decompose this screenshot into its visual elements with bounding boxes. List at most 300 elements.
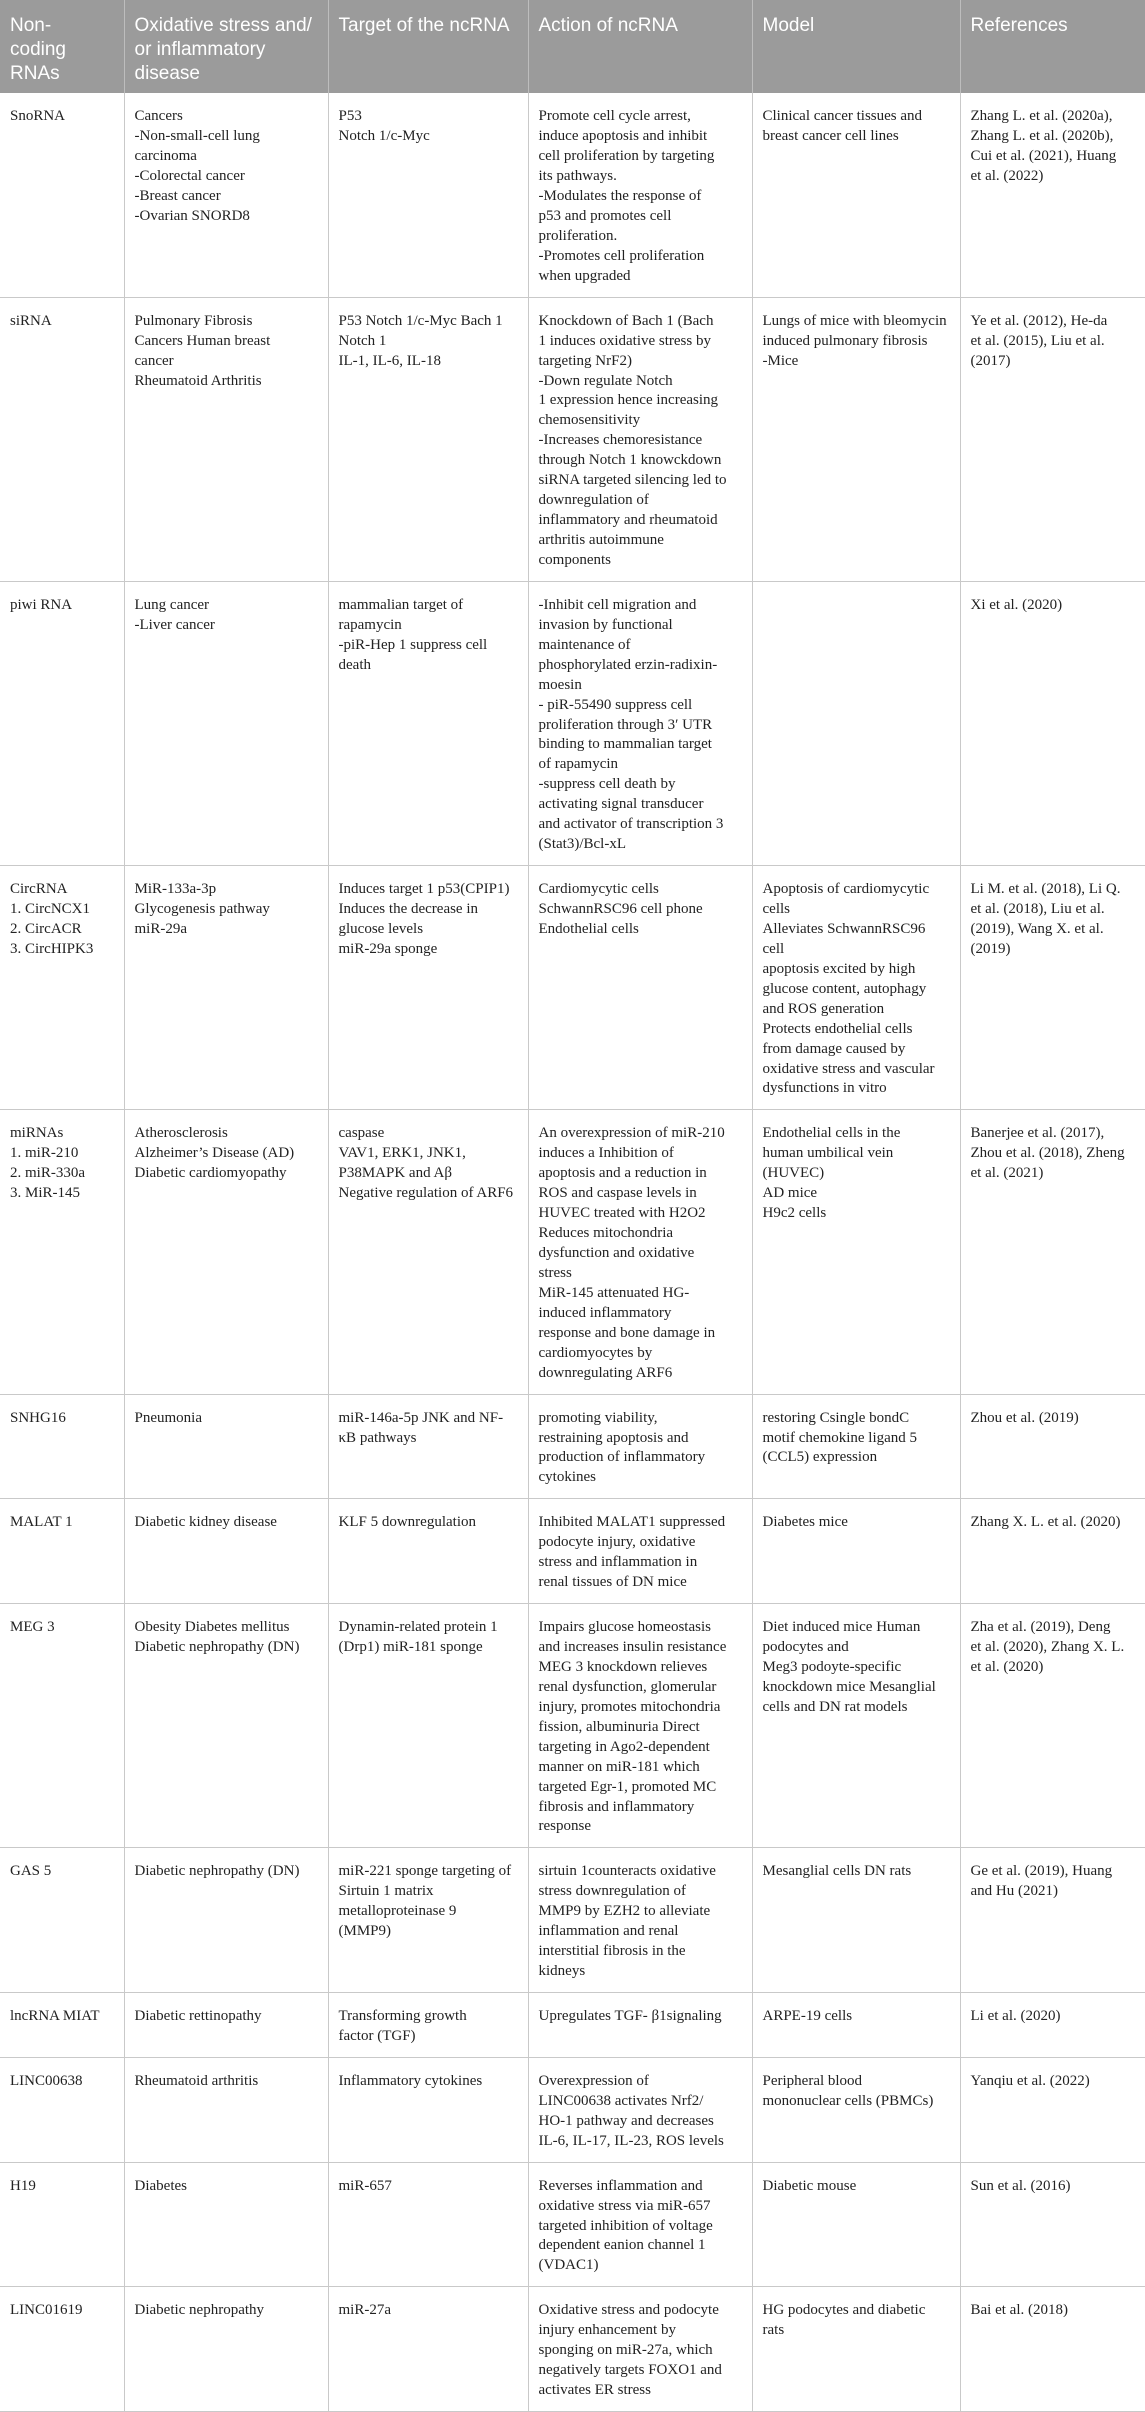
cell-model-line: oxidative stress and vascular bbox=[762, 1060, 935, 1077]
cell-model-line: Protects endothelial cells bbox=[762, 1020, 913, 1037]
cell-references-line: Zhang L. et al. (2020a), bbox=[970, 108, 1113, 125]
cell-model-line: rats bbox=[762, 2322, 785, 2339]
cell-action-line: siRNA targeted silencing led to bbox=[538, 472, 727, 489]
cell-references bbox=[960, 1499, 1145, 1604]
cell-model-line: Endothelial cells in the bbox=[762, 1125, 901, 1142]
cell-action-line: components bbox=[538, 551, 611, 568]
cell-action-line: fibrosis and inflammatory bbox=[538, 1798, 695, 1815]
cell-action-line: cardiomyocytes by bbox=[538, 1344, 653, 1361]
cell-action-line: chemosensitivity bbox=[538, 412, 641, 429]
cell-disease-line: Diabetes bbox=[134, 2177, 187, 2194]
cell-model-line: Apoptosis of cardiomycytic bbox=[762, 881, 930, 898]
cell-disease bbox=[124, 866, 328, 1110]
table-body bbox=[0, 93, 1145, 2411]
cell-references-line: Bai et al. (2018) bbox=[970, 2302, 1068, 2319]
cell-action-line: sirtuin 1counteracts oxidative bbox=[538, 1863, 716, 1880]
cell-action-line: response and bone damage in bbox=[538, 1324, 716, 1341]
cell-action bbox=[528, 581, 752, 865]
cell-target bbox=[328, 1604, 528, 1848]
cell-action-line: arthritis autoimmune bbox=[538, 532, 664, 548]
header-noncoding-rnas-line: coding bbox=[10, 38, 66, 60]
cell-target-line: Sirtuin 1 matrix bbox=[338, 1883, 434, 1900]
cell-disease-line: MiR-133a-3p bbox=[134, 881, 217, 898]
cell-references bbox=[960, 581, 1145, 865]
cell-disease-line: Diabetic rettinopathy bbox=[134, 2008, 262, 2024]
cell-action-line: p53 and promotes cell bbox=[538, 207, 672, 224]
table-row bbox=[0, 1394, 1145, 1499]
cell-model-line: (CCL5) expression bbox=[762, 1449, 878, 1466]
cell-disease bbox=[124, 1499, 328, 1604]
cell-ncrna-line: piwi RNA bbox=[10, 596, 73, 613]
cell-action-line: induce apoptosis and inhibit bbox=[538, 128, 708, 145]
cell-ncrna-line: LINC01619 bbox=[10, 2302, 83, 2319]
cell-ncrna-line: MALAT 1 bbox=[10, 1514, 73, 1531]
cell-ncrna bbox=[0, 1604, 124, 1848]
cell-action-line: induced inflammatory bbox=[538, 1304, 672, 1321]
cell-target-line: factor (TGF) bbox=[338, 2027, 416, 2044]
cell-ncrna-line: 3. MiR-145 bbox=[10, 1185, 81, 1202]
cell-model-line: Diabetes mice bbox=[762, 1514, 848, 1531]
cell-model-line: induced pulmonary fibrosis bbox=[762, 332, 928, 349]
cell-target-line: Dynamin-related protein 1 bbox=[338, 1619, 498, 1636]
cell-action-line: cytokines bbox=[538, 1469, 596, 1486]
cell-action bbox=[528, 1848, 752, 1993]
cell-action-line: Endothelial cells bbox=[538, 920, 639, 937]
cell-model-line: ARPE-19 cells bbox=[762, 2008, 853, 2024]
cell-model-line: Lungs of mice with bleomycin bbox=[762, 312, 947, 329]
cell-target-line: glucose levels bbox=[338, 920, 424, 937]
cell-target-line: Notch 1/c-Myc bbox=[338, 128, 430, 145]
cell-target-line: Negative regulation of ARF6 bbox=[338, 1185, 514, 1202]
cell-references-line: Li M. et al. (2018), Li Q. bbox=[970, 881, 1121, 898]
cell-references bbox=[960, 297, 1145, 581]
cell-disease-line: -Non-small-cell lung bbox=[134, 128, 260, 145]
header-references-line: References bbox=[970, 15, 1068, 36]
header-noncoding-rnas-line: Non- bbox=[10, 15, 52, 36]
header-noncoding-rnas-line: RNAs bbox=[10, 62, 60, 84]
cell-action-line: MiR-145 attenuated HG- bbox=[538, 1284, 690, 1301]
cell-action-line: targeted Egr-1, promoted MC bbox=[538, 1778, 717, 1795]
cell-disease bbox=[124, 2287, 328, 2412]
cell-ncrna-line: H19 bbox=[10, 2177, 36, 2194]
cell-action-line: HO-1 pathway and decreases bbox=[538, 2112, 714, 2129]
cell-ncrna-line: 2. miR-330a bbox=[10, 1165, 85, 1182]
cell-disease-line: Rheumatoid arthritis bbox=[134, 2072, 259, 2089]
cell-action-line: targeting in Ago2-dependent bbox=[538, 1738, 710, 1755]
cell-disease-line: carcinoma bbox=[134, 148, 197, 165]
cell-action bbox=[528, 1499, 752, 1604]
cell-references-line: et al. (2020), Zhang X. L. bbox=[970, 1639, 1125, 1655]
cell-references-line: Zhou et al. (2018), Zheng bbox=[970, 1145, 1125, 1162]
cell-target bbox=[328, 2057, 528, 2162]
cell-action-line: production of inflammatory bbox=[538, 1449, 706, 1466]
cell-disease bbox=[124, 1604, 328, 1848]
cell-model-line: H9c2 cells bbox=[762, 1205, 827, 1222]
cell-target-line: VAV1, ERK1, JNK1, bbox=[338, 1145, 466, 1162]
cell-action-line: interstitial fibrosis in the bbox=[538, 1943, 686, 1960]
cell-disease bbox=[124, 2057, 328, 2162]
cell-action-line: Upregulates TGF- β1signaling bbox=[538, 2008, 722, 2024]
cell-model-line: Mesanglial cells DN rats bbox=[762, 1863, 912, 1880]
cell-ncrna-line: SNHG16 bbox=[10, 1409, 66, 1426]
cell-model-line: cells bbox=[762, 901, 790, 917]
table-header bbox=[0, 0, 1145, 93]
cell-disease-line: -Colorectal cancer bbox=[134, 168, 245, 185]
cell-model bbox=[752, 2287, 960, 2412]
cell-model bbox=[752, 866, 960, 1110]
cell-ncrna bbox=[0, 1848, 124, 1993]
cell-model-line: breast cancer cell lines bbox=[762, 128, 899, 145]
cell-action-line: SchwannRSC96 cell phone bbox=[538, 901, 703, 917]
cell-action-line: -suppress cell death by bbox=[538, 776, 676, 793]
cell-disease bbox=[124, 1993, 328, 2058]
cell-disease-line: Pulmonary Fibrosis bbox=[134, 312, 253, 329]
cell-ncrna bbox=[0, 866, 124, 1110]
cell-action bbox=[528, 1110, 752, 1394]
cell-action-line: -Increases chemoresistance bbox=[538, 432, 703, 449]
cell-model-line: mononuclear cells (PBMCs) bbox=[762, 2092, 934, 2109]
cell-model-line: glucose content, autophagy bbox=[762, 980, 927, 997]
cell-action-line: binding to mammalian target bbox=[538, 736, 712, 753]
cell-disease-line: -Ovarian SNORD8 bbox=[134, 207, 250, 224]
cell-model-line: dysfunctions in vitro bbox=[762, 1080, 887, 1097]
cell-action-line: targeting NrF2) bbox=[538, 352, 632, 369]
cell-action-line: negatively targets FOXO1 and bbox=[538, 2362, 722, 2379]
cell-action bbox=[528, 1993, 752, 2058]
cell-target-line: (Drp1) miR-181 sponge bbox=[338, 1639, 483, 1655]
cell-ncrna-line: CircRNA bbox=[10, 881, 68, 898]
cell-target-line: Induces target 1 p53(CPIP1) bbox=[338, 881, 510, 898]
cell-target-line: Induces the decrease in bbox=[338, 901, 479, 917]
cell-action-line: invasion by functional bbox=[538, 616, 673, 633]
cell-target bbox=[328, 581, 528, 865]
cell-action-line: manner on miR-181 which bbox=[538, 1758, 700, 1775]
cell-model-line: cells and DN rat models bbox=[762, 1698, 908, 1715]
cell-action-line: of rapamycin bbox=[538, 756, 619, 773]
cell-target bbox=[328, 297, 528, 581]
cell-target bbox=[328, 866, 528, 1110]
header-row bbox=[0, 0, 1145, 93]
cell-action-line: stress downregulation of bbox=[538, 1883, 686, 1900]
cell-ncrna bbox=[0, 1993, 124, 2058]
header-disease-line: Oxidative stress and/ bbox=[134, 15, 312, 36]
cell-disease-line: Glycogenesis pathway bbox=[134, 901, 270, 917]
cell-action-line: kidneys bbox=[538, 1963, 586, 1980]
cell-action-line: renal dysfunction, glomerular bbox=[538, 1678, 717, 1695]
cell-target-line: Inflammatory cytokines bbox=[338, 2072, 483, 2089]
cell-model bbox=[752, 1993, 960, 2058]
cell-target-line: miR-29a sponge bbox=[338, 940, 438, 957]
cell-action bbox=[528, 1604, 752, 1848]
cell-ncrna-line: 3. CircHIPK3 bbox=[10, 940, 94, 957]
cell-model-line: Clinical cancer tissues and bbox=[762, 108, 923, 125]
cell-disease-line: Cancers bbox=[134, 108, 183, 125]
cell-references-line: et al. (2020) bbox=[970, 1658, 1044, 1675]
cell-references-line: et al. (2018), Liu et al. bbox=[970, 901, 1105, 917]
table-row bbox=[0, 2162, 1145, 2287]
cell-references-line: Zhou et al. (2019) bbox=[970, 1409, 1079, 1426]
cell-target bbox=[328, 1394, 528, 1499]
cell-disease-line: Lung cancer bbox=[134, 596, 210, 613]
cell-action-line: downregulation of bbox=[538, 492, 649, 509]
table-row bbox=[0, 866, 1145, 1110]
cell-action-line: promoting viability, bbox=[538, 1409, 658, 1426]
cell-model-line: restoring Csingle bondC bbox=[762, 1409, 910, 1426]
cell-ncrna bbox=[0, 2162, 124, 2287]
cell-ncrna bbox=[0, 2057, 124, 2162]
header-noncoding-rnas bbox=[0, 0, 124, 93]
cell-target-line: miR-27a bbox=[338, 2302, 391, 2319]
cell-references-line: Ge et al. (2019), Huang bbox=[970, 1863, 1113, 1880]
header-disease bbox=[124, 0, 328, 93]
cell-action-line: podocyte injury, oxidative bbox=[538, 1534, 696, 1551]
cell-action-line: moesin bbox=[538, 676, 582, 693]
cell-action-line: -Modulates the response of bbox=[538, 188, 702, 204]
cell-ncrna-line: 2. CircACR bbox=[10, 920, 82, 937]
table-row bbox=[0, 297, 1145, 581]
cell-target-line: caspase bbox=[338, 1125, 385, 1142]
header-references bbox=[960, 0, 1145, 93]
cell-model bbox=[752, 1848, 960, 1993]
cell-disease bbox=[124, 1110, 328, 1394]
cell-references bbox=[960, 866, 1145, 1110]
cell-action-line: through Notch 1 knowckdown bbox=[538, 452, 722, 469]
cell-action-line: dysfunction and oxidative bbox=[538, 1245, 695, 1261]
cell-references-line: et al. (2022) bbox=[970, 168, 1044, 185]
cell-action-line: IL-6, IL-17, IL-23, ROS levels bbox=[538, 2132, 724, 2149]
cell-model-line: motif chemokine ligand 5 bbox=[762, 1429, 918, 1446]
cell-action-line: restraining apoptosis and bbox=[538, 1429, 689, 1446]
cell-action-line: (Stat3)/Bcl-xL bbox=[538, 836, 626, 853]
cell-references-line: Yanqiu et al. (2022) bbox=[970, 2072, 1090, 2089]
cell-action-line: inflammation and renal bbox=[538, 1923, 679, 1940]
header-model-line: Model bbox=[762, 15, 815, 36]
cell-ncrna-line: SnoRNA bbox=[10, 108, 66, 125]
cell-target bbox=[328, 1993, 528, 2058]
cell-ncrna-line: LINC00638 bbox=[10, 2072, 83, 2089]
cell-references-line: (2017) bbox=[970, 352, 1011, 369]
cell-references bbox=[960, 2287, 1145, 2412]
cell-references bbox=[960, 1848, 1145, 1993]
cell-references bbox=[960, 1394, 1145, 1499]
cell-model-line: from damage caused by bbox=[762, 1040, 906, 1057]
table-row bbox=[0, 2287, 1145, 2412]
cell-target-line: P53 Notch 1/c-Myc Bach 1 bbox=[338, 312, 503, 329]
cell-disease-line: Cancers Human breast bbox=[134, 332, 271, 349]
cell-model-line: human umbilical vein bbox=[762, 1145, 894, 1162]
cell-references-line: (2019), Wang X. et al. bbox=[970, 920, 1104, 937]
cell-references-line: and Hu (2021) bbox=[970, 1883, 1058, 1900]
cell-target-line: rapamycin bbox=[338, 616, 402, 633]
cell-action-line: activates ER stress bbox=[538, 2382, 651, 2399]
cell-disease-line: cancer bbox=[134, 352, 174, 369]
cell-model bbox=[752, 581, 960, 865]
cell-target-line: miR-657 bbox=[338, 2177, 392, 2194]
cell-action-line: Oxidative stress and podocyte bbox=[538, 2302, 719, 2319]
cell-references bbox=[960, 1110, 1145, 1394]
cell-ncrna bbox=[0, 2287, 124, 2412]
cell-target bbox=[328, 1499, 528, 1604]
cell-action-line: fission, albuminuria Direct bbox=[538, 1718, 700, 1735]
cell-action-line: oxidative stress via miR-657 bbox=[538, 2197, 711, 2214]
cell-model-line: (HUVEC) bbox=[762, 1165, 825, 1182]
cell-references bbox=[960, 1604, 1145, 1848]
header-target-line: Target of the ncRNA bbox=[338, 15, 510, 36]
cell-disease-line: Diabetic nephropathy (DN) bbox=[134, 1639, 300, 1655]
cell-action-line: proliferation through 3′ UTR bbox=[538, 716, 713, 733]
cell-model bbox=[752, 1604, 960, 1848]
cell-disease-line: -Liver cancer bbox=[134, 616, 215, 633]
cell-ncrna-line: 1. CircNCX1 bbox=[10, 901, 90, 917]
cell-target-line: -piR-Hep 1 suppress cell bbox=[338, 636, 488, 653]
cell-ncrna-line: MEG 3 bbox=[10, 1619, 55, 1636]
cell-disease-line: Rheumatoid Arthritis bbox=[134, 372, 262, 389]
cell-action-line: injury enhancement by bbox=[538, 2322, 676, 2339]
header-disease-line: or inflammatory bbox=[134, 38, 266, 60]
cell-references-line: Cui et al. (2021), Huang bbox=[970, 148, 1117, 165]
cell-model-line: podocytes and bbox=[762, 1639, 849, 1655]
cell-action-line: when upgraded bbox=[538, 267, 631, 284]
cell-action-line: and increases insulin resistance bbox=[538, 1639, 727, 1655]
table-row bbox=[0, 1110, 1145, 1394]
cell-action bbox=[528, 2162, 752, 2287]
cell-action-line: Reverses inflammation and bbox=[538, 2177, 703, 2194]
cell-action-line: (VDAC1) bbox=[538, 2257, 599, 2274]
cell-ncrna bbox=[0, 581, 124, 865]
cell-action-line: ROS and caspase levels in bbox=[538, 1185, 697, 1202]
table-row bbox=[0, 1604, 1145, 1848]
cell-disease bbox=[124, 1848, 328, 1993]
header-disease-line: disease bbox=[134, 62, 200, 84]
cell-disease bbox=[124, 581, 328, 865]
cell-ncrna bbox=[0, 1499, 124, 1604]
cell-action bbox=[528, 2287, 752, 2412]
cell-references-line: Ye et al. (2012), He-da bbox=[970, 312, 1108, 329]
cell-action-line: HUVEC treated with H2O2 bbox=[538, 1205, 706, 1222]
cell-ncrna bbox=[0, 297, 124, 581]
cell-target-line: miR-146a-5p JNK and NF- bbox=[338, 1409, 504, 1426]
header-action bbox=[528, 0, 752, 93]
cell-action-line: maintenance of bbox=[538, 636, 631, 653]
cell-disease-line: Diabetic nephropathy bbox=[134, 2302, 265, 2319]
cell-model-line: Alleviates SchwannRSC96 cell bbox=[762, 920, 926, 957]
cell-target bbox=[328, 1110, 528, 1394]
cell-model bbox=[752, 1394, 960, 1499]
cell-action bbox=[528, 93, 752, 297]
cell-action-line: MEG 3 knockdown relieves bbox=[538, 1658, 708, 1675]
cell-action-line: -Promotes cell proliferation bbox=[538, 247, 705, 264]
cell-target-line: P38MAPK and Aβ bbox=[338, 1165, 452, 1182]
cell-model-line: Diet induced mice Human bbox=[762, 1619, 921, 1636]
cell-ncrna-line: miRNAs bbox=[10, 1125, 64, 1142]
cell-action-line: 1 induces oxidative stress by bbox=[538, 332, 711, 349]
cell-action-line: stress and inflammation in bbox=[538, 1554, 698, 1571]
cell-action-line: dependent eanion channel 1 bbox=[538, 2237, 706, 2254]
cell-target bbox=[328, 2287, 528, 2412]
cell-disease-line: Diabetic nephropathy (DN) bbox=[134, 1863, 300, 1880]
cell-action-line: - piR-55490 suppress cell bbox=[538, 696, 693, 713]
cell-action-line: inflammatory and rheumatoid bbox=[538, 512, 718, 529]
cell-target-line: Transforming growth bbox=[338, 2008, 467, 2024]
cell-target-line: miR-221 sponge targeting of bbox=[338, 1863, 512, 1880]
cell-model-line: Diabetic mouse bbox=[762, 2177, 857, 2194]
cell-target bbox=[328, 1848, 528, 1993]
cell-ncrna-line: siRNA bbox=[10, 312, 52, 329]
cell-target-line: mammalian target of bbox=[338, 596, 464, 613]
cell-action-line: Reduces mitochondria bbox=[538, 1225, 674, 1242]
cell-target bbox=[328, 2162, 528, 2287]
table-row bbox=[0, 581, 1145, 865]
cell-disease bbox=[124, 2162, 328, 2287]
cell-model-line: AD mice bbox=[762, 1185, 818, 1202]
cell-disease-line: Pneumonia bbox=[134, 1409, 202, 1426]
cell-action-line: response bbox=[538, 1818, 591, 1835]
cell-action bbox=[528, 2057, 752, 2162]
cell-model bbox=[752, 1499, 960, 1604]
cell-action-line: and activator of transcription 3 bbox=[538, 816, 724, 833]
cell-model-line: knockdown mice Mesanglial bbox=[762, 1678, 936, 1695]
cell-references-line: Zhang L. et al. (2020b), bbox=[970, 128, 1114, 145]
cell-target bbox=[328, 93, 528, 297]
cell-target-line: P53 bbox=[338, 108, 362, 125]
cell-disease-line: -Breast cancer bbox=[134, 188, 221, 204]
cell-references-line: et al. (2015), Liu et al. bbox=[970, 332, 1105, 349]
cell-action-line: sponging on miR-27a, which bbox=[538, 2342, 713, 2359]
cell-action-line: cell proliferation by targeting bbox=[538, 148, 715, 165]
cell-model bbox=[752, 2162, 960, 2287]
cell-action-line: -Inhibit cell migration and bbox=[538, 596, 697, 613]
cell-action-line: activating signal transducer bbox=[538, 796, 704, 813]
cell-action-line: induces a Inhibition of bbox=[538, 1145, 674, 1162]
cell-target-line: κB pathways bbox=[338, 1429, 417, 1446]
cell-ncrna bbox=[0, 93, 124, 297]
cell-references bbox=[960, 1993, 1145, 2058]
cell-references-line: Sun et al. (2016) bbox=[970, 2177, 1071, 2194]
cell-disease-line: miR-29a bbox=[134, 920, 187, 937]
cell-action-line: stress bbox=[538, 1264, 572, 1281]
header-model bbox=[752, 0, 960, 93]
cell-disease-line: Obesity Diabetes mellitus bbox=[134, 1619, 290, 1636]
cell-action-line: targeted inhibition of voltage bbox=[538, 2217, 713, 2234]
cell-action-line: renal tissues of DN mice bbox=[538, 1574, 687, 1591]
cell-action-line: An overexpression of miR-210 bbox=[538, 1125, 725, 1142]
cell-action-line: Overexpression of bbox=[538, 2072, 649, 2089]
cell-references-line: et al. (2021) bbox=[970, 1165, 1044, 1182]
cell-model bbox=[752, 2057, 960, 2162]
cell-model-line: Peripheral blood bbox=[762, 2072, 863, 2089]
table-row bbox=[0, 2057, 1145, 2162]
cell-target-line: IL-1, IL-6, IL-18 bbox=[338, 352, 441, 369]
cell-target-line: Notch 1 bbox=[338, 332, 387, 349]
table-row bbox=[0, 1499, 1145, 1604]
table-row bbox=[0, 1993, 1145, 2058]
cell-model-line: apoptosis excited by high bbox=[762, 960, 916, 977]
cell-disease bbox=[124, 297, 328, 581]
cell-references bbox=[960, 2162, 1145, 2287]
cell-action-line: Promote cell cycle arrest, bbox=[538, 108, 691, 125]
cell-action bbox=[528, 866, 752, 1110]
cell-action-line: 1 expression hence increasing bbox=[538, 392, 719, 409]
cell-references-line: Zhang X. L. et al. (2020) bbox=[970, 1514, 1121, 1531]
cell-action-line: apoptosis and a reduction in bbox=[538, 1165, 707, 1182]
cell-action-line: Knockdown of Bach 1 (Bach bbox=[538, 312, 714, 329]
header-action-line: Action of ncRNA bbox=[538, 15, 678, 36]
table-row bbox=[0, 93, 1145, 297]
cell-action-line: MMP9 by EZH2 to alleviate bbox=[538, 1903, 711, 1920]
cell-action-line: Inhibited MALAT1 suppressed bbox=[538, 1514, 726, 1531]
cell-references bbox=[960, 93, 1145, 297]
cell-target-line: (MMP9) bbox=[338, 1923, 392, 1940]
